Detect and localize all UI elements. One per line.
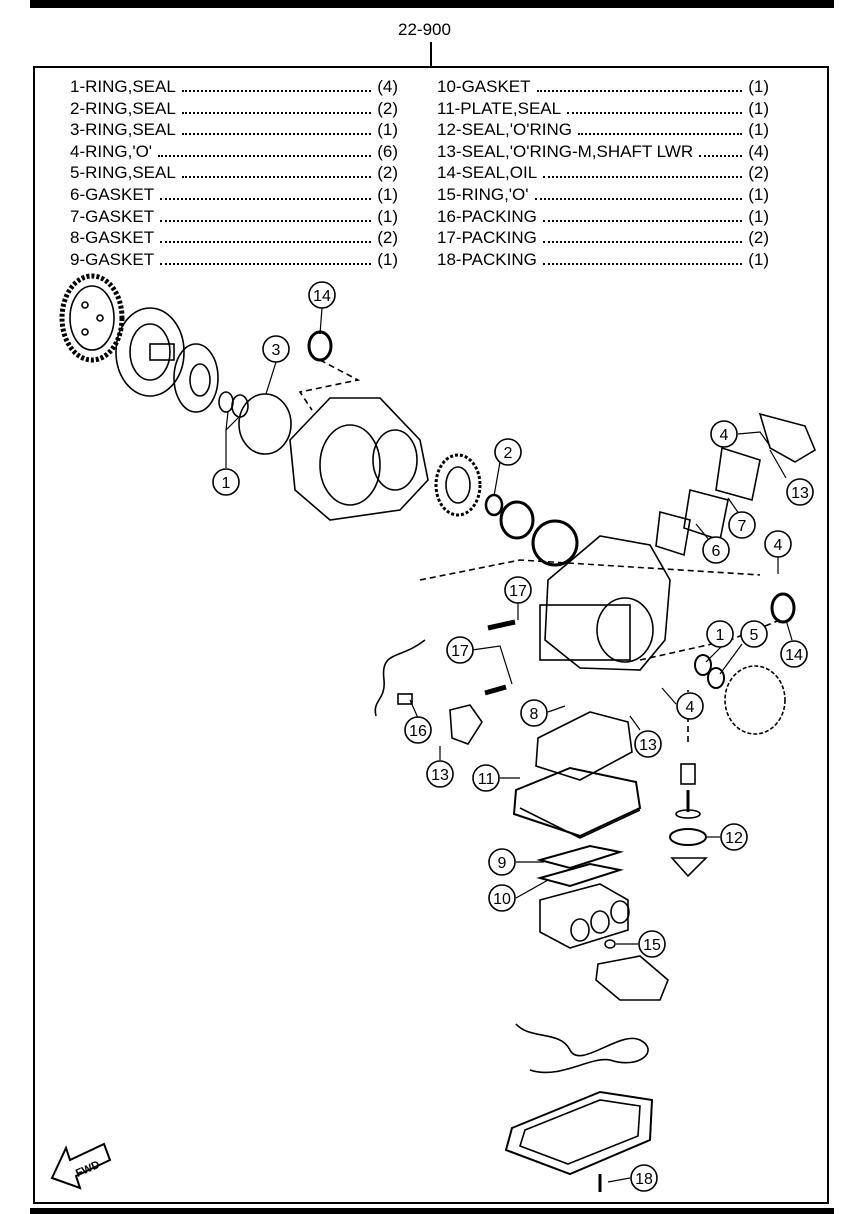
callout-17 — [505, 577, 531, 603]
svg-text:14: 14 — [313, 288, 331, 305]
part-name: 3-RING,SEAL — [70, 120, 176, 140]
part-name: 16-PACKING — [437, 206, 537, 226]
callout-13 — [427, 761, 453, 787]
part-name: 13-SEAL,'O'RING-M,SHAFT LWR — [437, 141, 694, 161]
part-qty: (2) — [377, 228, 398, 248]
callout-10 — [489, 885, 515, 911]
part-name: 11-PLATE,SEAL — [437, 98, 562, 118]
part-name: 5-RING,SEAL — [70, 163, 176, 183]
part-name: 2-RING,SEAL — [70, 98, 176, 118]
callout-15 — [639, 931, 665, 957]
svg-text:13: 13 — [791, 485, 809, 502]
part-qty: (1) — [377, 184, 398, 204]
svg-text:1: 1 — [221, 475, 231, 492]
svg-text:17: 17 — [509, 583, 527, 600]
svg-text:4: 4 — [685, 699, 695, 716]
callout-5 — [741, 621, 767, 647]
part-qty: (6) — [377, 141, 398, 161]
part-name: 9-GASKET — [70, 249, 155, 269]
part-name: 4-RING,'O' — [70, 141, 153, 161]
svg-text:14: 14 — [785, 647, 803, 664]
callout-17 — [447, 637, 473, 663]
wiring-harness-drawing — [516, 1024, 648, 1072]
transaxle-case-drawing — [540, 536, 670, 670]
part-name: 7-GASKET — [70, 206, 155, 226]
callout-4 — [711, 421, 737, 447]
svg-text:11: 11 — [477, 771, 495, 788]
dashed-guide-line — [300, 360, 358, 410]
callout-13 — [787, 479, 813, 505]
sensor-drawing — [450, 705, 482, 744]
part-qty: (1) — [748, 249, 769, 269]
svg-text:6: 6 — [711, 543, 721, 560]
svg-text:2: 2 — [503, 445, 513, 462]
part-qty: (1) — [748, 184, 769, 204]
fwd-label: FWD — [73, 1158, 102, 1180]
part-qty: (1) — [748, 206, 769, 226]
spring-drawing — [681, 764, 695, 784]
cap-drawing — [672, 858, 706, 876]
svg-text:3: 3 — [271, 342, 281, 359]
seal-ring-drawing — [486, 495, 502, 515]
gasket-drawing — [716, 448, 760, 500]
separator-plate-drawing — [514, 768, 640, 836]
svg-text:15: 15 — [643, 937, 661, 954]
valve-body-drawing — [536, 712, 632, 780]
part-name: 6-GASKET — [70, 184, 155, 204]
svg-text:4: 4 — [719, 427, 729, 444]
callout-8 — [521, 700, 547, 726]
callout-7 — [729, 512, 755, 538]
part-qty: (2) — [377, 163, 398, 183]
svg-text:17: 17 — [451, 643, 469, 660]
svg-text:10: 10 — [493, 891, 511, 908]
sensor-drawing — [398, 694, 412, 704]
callout-circles — [213, 282, 813, 1191]
svg-text:18: 18 — [635, 1171, 653, 1188]
part-name: 10-GASKET — [437, 77, 531, 96]
large-seal-ring-drawing — [239, 394, 291, 454]
svg-text:1: 1 — [715, 627, 725, 644]
bolt-drawing — [485, 687, 506, 693]
callout-9 — [489, 849, 515, 875]
callout-6 — [703, 537, 729, 563]
part-qty: (1) — [748, 120, 769, 140]
o-ring-drawing — [605, 940, 615, 948]
part-name: 14-SEAL,OIL — [437, 163, 538, 183]
o-ring-drawing — [670, 829, 706, 845]
converter-housing-drawing — [290, 398, 428, 520]
oil-seal-drawing — [309, 332, 331, 360]
oil-seal-drawing — [772, 594, 794, 622]
part-qty: (4) — [748, 141, 769, 161]
svg-text:13: 13 — [431, 767, 449, 784]
callout-1 — [707, 621, 733, 647]
solenoid-valve-drawing — [540, 884, 629, 948]
callout-4 — [765, 531, 791, 557]
part-name: 12-SEAL,'O'RING — [437, 120, 572, 140]
gasket-drawing — [540, 864, 620, 886]
part-qty: (1) — [377, 249, 398, 269]
seal-ring-drawing — [219, 392, 233, 412]
part-name: 1-RING,SEAL — [70, 77, 176, 96]
callout-11 — [473, 765, 499, 791]
callout-14 — [309, 282, 335, 308]
part-name: 8-GASKET — [70, 228, 155, 248]
gasket-drawing — [684, 490, 728, 540]
oil-strainer-drawing — [596, 956, 668, 1000]
oil-pump-drawing — [174, 344, 218, 412]
gasket-drawing — [656, 512, 690, 555]
gasket-drawing — [540, 846, 620, 868]
part-name: 18-PACKING — [437, 249, 537, 269]
differential-gear-drawing — [436, 455, 480, 515]
callout-18 — [631, 1165, 657, 1191]
svg-text:16: 16 — [409, 723, 427, 740]
bearing-race-drawing — [533, 521, 577, 565]
dashed-guide-line — [420, 560, 760, 580]
svg-text:4: 4 — [773, 537, 783, 554]
end-cover-drawing — [725, 666, 785, 734]
part-qty: (2) — [748, 228, 769, 248]
svg-text:7: 7 — [737, 518, 747, 535]
callout-12 — [721, 824, 747, 850]
bearing-drawing — [501, 502, 533, 538]
callout-2 — [495, 439, 521, 465]
bolt-drawing — [488, 622, 515, 628]
part-qty: (1) — [377, 120, 398, 140]
svg-text:13: 13 — [639, 737, 657, 754]
part-qty: (1) — [748, 77, 769, 96]
part-name: 15-RING,'O' — [437, 184, 529, 204]
diagram-reference-number: 22-900 — [398, 20, 451, 39]
callout-16 — [405, 717, 431, 743]
svg-text:5: 5 — [749, 627, 759, 644]
svg-text:9: 9 — [497, 855, 507, 872]
callout-13 — [635, 731, 661, 757]
part-qty: (1) — [748, 98, 769, 118]
part-qty: (4) — [377, 77, 398, 96]
svg-text:8: 8 — [529, 706, 539, 723]
part-name: 17-PACKING — [437, 228, 537, 248]
fwd-arrow-icon — [52, 1144, 110, 1188]
part-qty: (2) — [377, 98, 398, 118]
oil-pan-drawing — [506, 1092, 652, 1174]
callout-14 — [781, 641, 807, 667]
drive-plate-drawing — [62, 276, 122, 360]
part-qty: (2) — [748, 163, 769, 183]
callout-3 — [263, 336, 289, 362]
side-cover-drawing — [760, 414, 815, 462]
part-qty: (1) — [377, 206, 398, 226]
svg-text:12: 12 — [725, 830, 743, 847]
callout-1 — [213, 469, 239, 495]
bottom-border-bar — [30, 1208, 834, 1214]
callout-4 — [677, 693, 703, 719]
